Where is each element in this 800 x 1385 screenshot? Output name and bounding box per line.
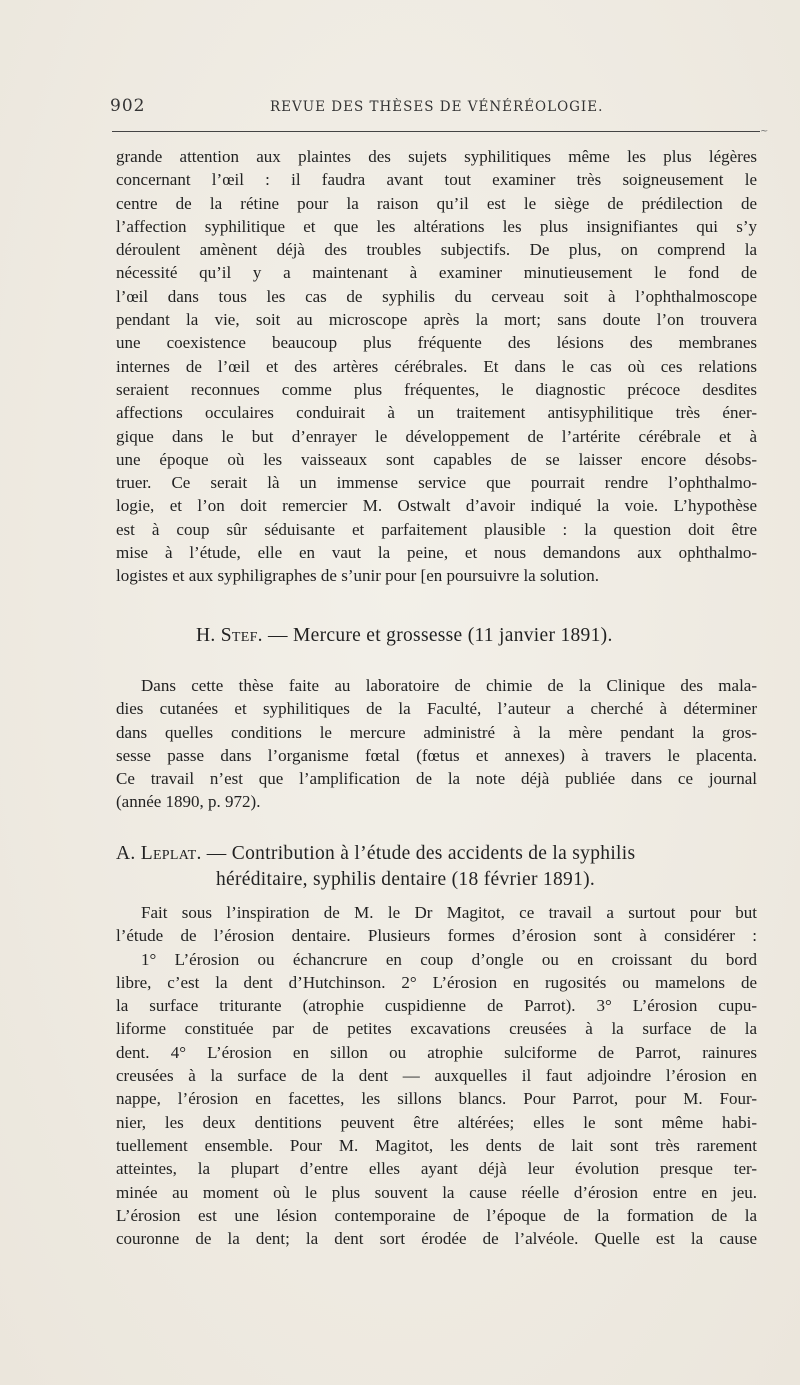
- text-line: nier, les deux dentitions peuvent être altérées; elles le sont même habi-: [116, 1112, 757, 1132]
- section-3-paragraph: [116, 901, 757, 1250]
- text-line: couronne de la dent; la dent sort érodée de l’alvéole. Quelle est la cause: [116, 1229, 757, 1249]
- text-line: nécessité qu’il y a maintenant à examiner minutieusement le fond de: [116, 263, 757, 283]
- section-3-heading-continued: [216, 869, 595, 891]
- text-line: seraient reconnues comme plus fréquentes, le diagnostic précoce desdites: [116, 379, 757, 399]
- text-line: 1° L’érosion ou échancrure en coup d’ongle ou en croissant du bord: [141, 949, 757, 969]
- page-number: 902: [110, 96, 146, 116]
- text-line: sesse passe dans l’organisme fœtal (fœtus et annexes) à travers le placenta.: [116, 745, 757, 765]
- text-line: logie, et l’on doit remercier M. Ostwalt d’avoir indiqué la voie. L’hypothèse: [116, 496, 757, 516]
- text-line: nappe, l’érosion en facettes, les sillons blancs. Pour Parrot, pour M. Four-: [116, 1089, 757, 1109]
- text-line: est à coup sûr séduisante et parfaitement plausible : la question doit être: [116, 519, 757, 539]
- text-line: atteintes, la plupart d’entre elles ayant déjà leur évolution presque ter-: [116, 1159, 757, 1179]
- section-2-author: H. Stef.: [196, 625, 263, 646]
- text-line: centre de la rétine pour la raison qu’il est le siège de prédilection de: [116, 193, 757, 213]
- text-line: Fait sous l’inspiration de M. le Dr Magitot, ce travail a surtout pour but: [141, 903, 757, 922]
- text-line: l’étude de l’érosion dentaire. Plusieurs formes d’érosion sont à considérer :: [116, 926, 757, 946]
- text-line: Dans cette thèse faite au laboratoire de chimie de la Clinique des mala-: [141, 676, 757, 695]
- section-3-title-line-2: héréditaire, syphilis dentaire (18 février 1891).: [216, 869, 596, 890]
- text-line: une époque où les vaisseaux sont capables de se laisser encore désobs-: [116, 449, 757, 469]
- header-rule-flourish: ~: [760, 126, 769, 137]
- text-line: dies cutanées et syphilitiques de la Faculté, l’auteur a cherché à déterminer: [116, 699, 757, 719]
- text-line: pendant la vie, soit au microscope après la mort; sans doute l’on trouvera: [116, 310, 757, 330]
- text-line: minée au moment où le plus souvent la cause réelle d’érosion entre en jeu.: [116, 1182, 757, 1202]
- text-line: dent. 4° L’érosion en sillon ou atrophie sulciforme de Parrot, rainures: [116, 1042, 757, 1062]
- text-line: affections occulaires conduirait à un traitement antisyphilitique très éner-: [116, 403, 757, 423]
- text-line: dans quelles conditions le mercure administré à la mère pendant la gros-: [116, 722, 757, 742]
- text-line: L’érosion est une lésion contemporaine de l’époque de la formation de la: [116, 1205, 757, 1225]
- text-line: Ce travail n’est que l’amplification de la note déjà publiée dans ce journal: [116, 769, 757, 789]
- running-head: [110, 96, 760, 120]
- section-2-heading: [196, 625, 613, 647]
- text-line: (année 1890, p. 972).: [116, 792, 261, 812]
- text-line: truer. Ce serait là un immense service que pourrait rendre l’ophthalmo-: [116, 473, 757, 493]
- text-line: logistes et aux syphiligraphes de s’unir pour [en poursuivre la solution.: [116, 566, 599, 586]
- text-line: internes de l’œil et des artères cérébrales. Et dans le cas où ces relations: [116, 356, 757, 376]
- text-line: creusées à la surface de la dent — auxquelles il faut adjoindre l’érosion en: [116, 1066, 757, 1086]
- text-line: mise à l’étude, elle en vaut la peine, et nous demandons aux ophthalmo-: [116, 543, 757, 563]
- section-1-paragraph: [116, 145, 757, 588]
- section-3-heading: [116, 843, 635, 865]
- text-line: gique dans le but d’enrayer le développement de l’artérite cérébrale et à: [116, 426, 757, 446]
- text-line: libre, c’est la dent d’Hutchinson. 2° L’érosion en rugosités ou mamelons de: [116, 972, 757, 992]
- text-line: concernant l’œil : il faudra avant tout examiner très soigneusement le: [116, 170, 757, 190]
- section-3-author: A. Leplat.: [116, 843, 202, 864]
- section-2-title: — Mercure et grossesse (11 janvier 1891).: [262, 625, 613, 646]
- text-line: tuellement ensemble. Pour M. Magitot, les dents de lait sont très rarement: [116, 1135, 757, 1155]
- text-line: déroulent amènent déjà des troubles subjectifs. De plus, on comprend la: [116, 240, 757, 260]
- header-rule: [112, 131, 760, 132]
- section-2-paragraph: [116, 674, 757, 814]
- text-line: liforme constituée par de petites excavations creusées à la surface de la: [116, 1019, 757, 1039]
- text-line: la surface triturante (atrophie cuspidienne de Parrot). 3° L’érosion cupu-: [116, 996, 757, 1016]
- text-line: l’affection syphilitique et que les altérations les plus insignifiantes qui s’y: [116, 216, 757, 236]
- text-line: une coexistence beaucoup plus fréquente des lésions des membranes: [116, 333, 757, 353]
- text-line: l’œil dans tous les cas de syphilis du cerveau soit à l’ophthalmoscope: [116, 286, 757, 306]
- journal-title: REVUE DES THÈSES DE VÉNÉRÉOLOGIE.: [270, 99, 604, 115]
- section-3-title-line-1: — Contribution à l’étude des accidents de la syphilis: [201, 843, 636, 864]
- text-line: grande attention aux plaintes des sujets syphilitiques même les plus légères: [116, 147, 757, 166]
